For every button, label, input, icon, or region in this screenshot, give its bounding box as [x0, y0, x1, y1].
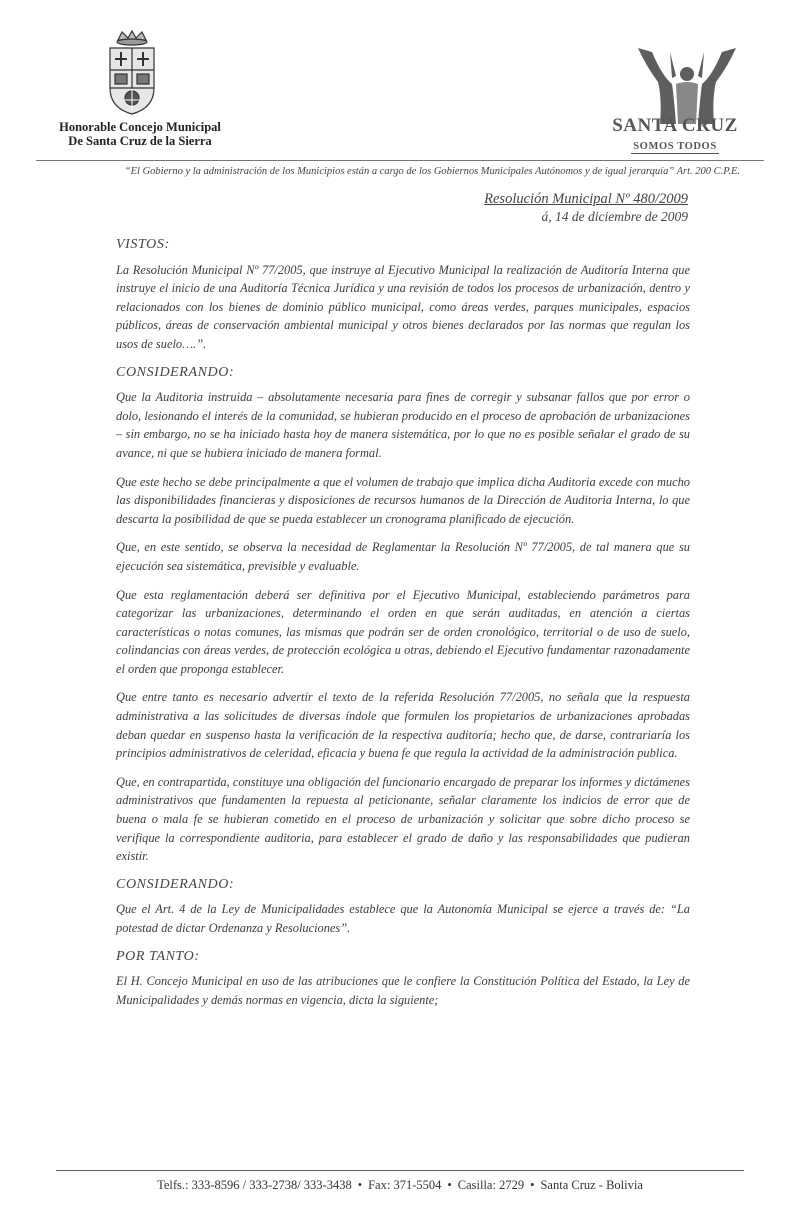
footer-phones: Telfs.: 333-8596 / 333-2738/ 333-3438	[157, 1178, 352, 1192]
council-line-2: De Santa Cruz de la Sierra	[68, 134, 212, 148]
footer-divider	[56, 1170, 744, 1171]
considerando-paragraph: Que entre tanto es necesario advertir el texto de la referida Resolución 77/2005, no señala que la respuesta administrativa a las solicitudes de diversas índole que formulen los propietarios de urbanizaciones aprobadas deban quedar en suspenso hasta la verificación de la respectiva auditoría; hecho que, de darse, contrariaría los principios administrativos de celeridad, eficacia y buena fe que regula la actividad de la administración publica.	[116, 690, 690, 761]
considerando-heading: CONSIDERANDO:	[116, 364, 235, 380]
considerando-2-paragraph: Que el Art. 4 de la Ley de Municipalidades establece que la Autonomía Municipal se ejerce a través de: “La potestad de dictar Ordenanza y Resoluciones”.	[116, 902, 690, 935]
council-line-1: Honorable Concejo Municipal	[59, 120, 221, 134]
considerando-paragraph: Que, en contrapartida, constituye una obligación del funcionario encargado de preparar los informes y dictámenes administrativos que fundamenten la repuesta al peticionante, señalar claramente los indicios de error que de buena o mala fe se hubieran cometido en el proceso de urbanización y solicitar que sobre dicho proceso se verifique la correspondiente auditoria, para establecer el grado de daño y las responsabilidades que pudieran existir.	[116, 774, 690, 864]
brand-name: SANTA CRUZ	[612, 115, 738, 136]
por-tanto-paragraph: El H. Concejo Municipal en uso de las atribuciones que le confiere la Constitución Política del Estado, la Ley de Municipalidades y demás normas en vigencia, dicta la siguiente;	[116, 974, 690, 1007]
resolution-date: á, 14 de diciembre de 2009	[541, 209, 688, 224]
council-name	[40, 120, 240, 148]
bullet-icon: •	[357, 1178, 363, 1192]
santa-cruz-logo-icon	[632, 46, 742, 126]
brand-block	[600, 116, 750, 154]
vistos-heading: VISTOS:	[116, 237, 170, 252]
footer-fax: Fax: 371-5504	[368, 1178, 442, 1192]
header-divider	[36, 160, 764, 161]
considerando-paragraph: Que, en este sentido, se observa la necesidad de Reglamentar la Resolución Nº 77/2005, de tal manera que su ejecución sea sistemática, previsible y evaluable.	[116, 540, 690, 573]
bullet-icon: •	[530, 1178, 535, 1192]
considerando-paragraph: Que esta reglamentación deberá ser definitiva por el Ejecutivo Municipal, estableciendo parámetros para categorizar las urbanizaciones, determinando el orden en que serán auditadas, en atención a ciertas características o notas comunes, las mismas que podrán ser de orden cronológico, territorial o de uso de suelo, colindancias con áreas verdes, de protección ecológica u otras, debiendo el Ejecutivo fundamentar razonadamente el orden que proponga establecer.	[116, 587, 690, 676]
document-body	[116, 230, 690, 1019]
coat-of-arms-icon	[104, 30, 160, 116]
constitution-motto: “El Gobierno y la administración de los Municipios están a cargo de los Gobiernos Municipales Autónomos y de igual jerarquía” Art. 200 C.P.E.	[124, 166, 740, 177]
vistos-paragraph: La Resolución Municipal Nº 77/2005, que instruye al Ejecutivo Municipal la realización de Auditoría Interna que instruye el inicio de una Auditoría Técnica Jurídica y una revisión de todos los procesos de urbanización, dentro y relacionados con los bienes de dominio público municipal, como áreas verdes, parques municipales, espacios públicos, áreas de conservación ambiental municipal y otros bienes declarados por las normas que regulan los usos de suelo….”.	[116, 262, 690, 351]
brand-tagline: SOMOS TODOS	[633, 141, 717, 152]
bullet-icon: •	[447, 1178, 452, 1192]
contact-footer	[0, 1178, 800, 1193]
por-tanto-heading: POR TANTO:	[116, 948, 200, 964]
footer-box: Casilla: 2729	[457, 1178, 525, 1192]
considerando-paragraph: Que la Auditoria instruida – absolutamente necesaria para fines de corregir y subsanar fallos que por error o dolo, lesionando el interés de la comunidad, se hubieran producido en el proceso de aprobación de urbanizaciones – sin embargo, no se ha iniciado hasta hoy de manera sistemática, por lo que no es posible señalar el grado de su avance, ni que se hubiera iniciado de manera formal.	[116, 390, 690, 460]
resolution-title: Resolución Municipal Nº 480/2009	[484, 191, 688, 207]
considerando-paragraph: Que este hecho se debe principalmente a que el volumen de trabajo que implica dicha Auditoria excede con mucho las disponibilidades financieras y disposiciones de recursos humanos de la Dirección de Auditoria Interna, lo que descarta la posibilidad de que se pueda establecer un cronograma planificado de ejecución.	[116, 474, 690, 526]
considerando-heading-2: CONSIDERANDO:	[116, 876, 235, 892]
resolution-header	[484, 190, 688, 226]
footer-city: Santa Cruz - Bolivia	[540, 1178, 643, 1192]
